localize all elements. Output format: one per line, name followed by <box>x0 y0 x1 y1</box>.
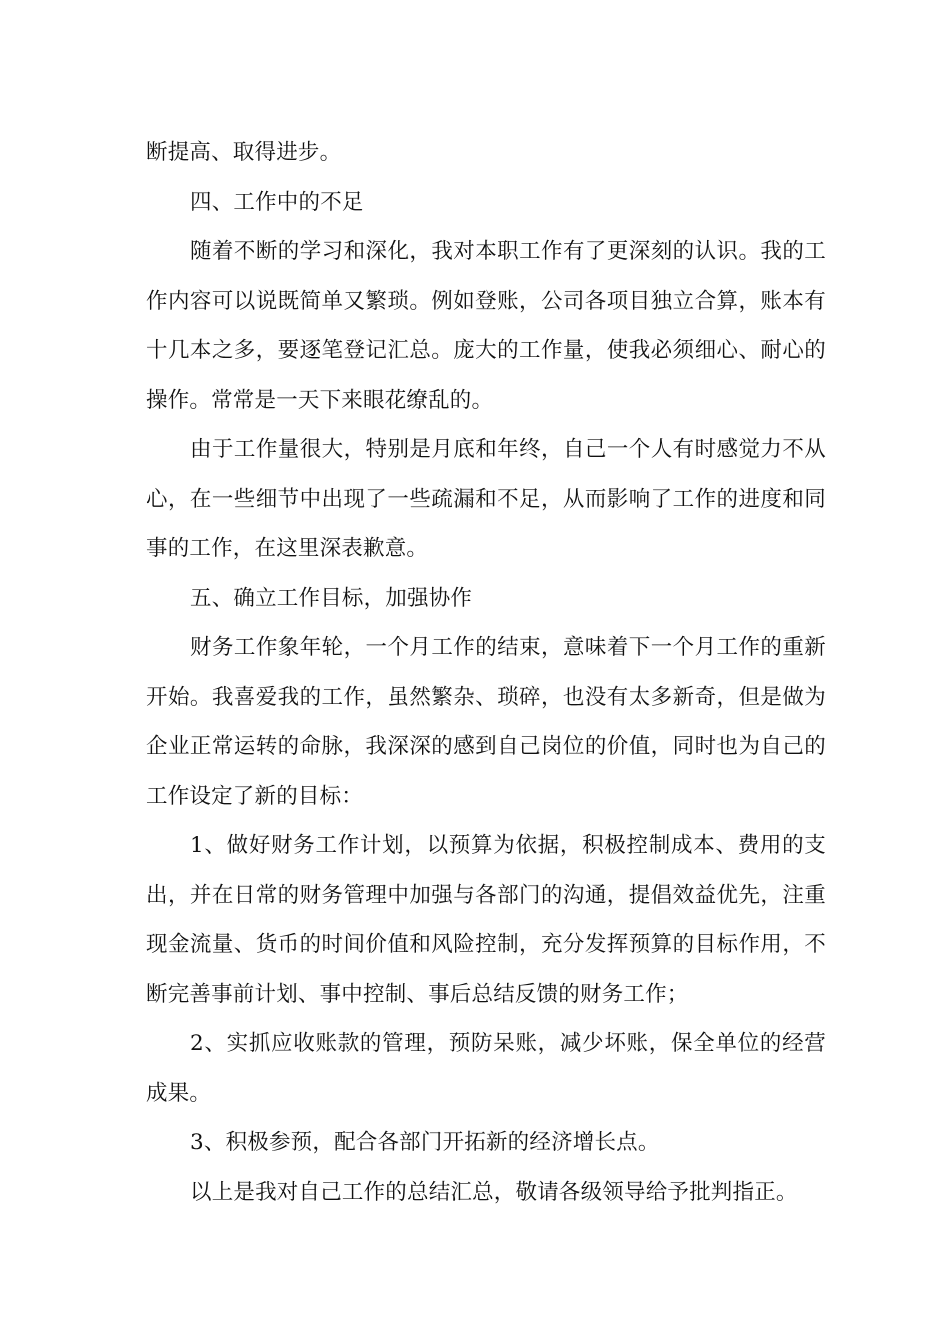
document-body <box>146 128 826 1217</box>
list-item-growth: 3、积极参预，配合各部门开拓新的经济增长点。 <box>190 1130 660 1155</box>
paragraph-new-goals: 财务工作象年轮，一个月工作的结束，意味着下一个月工作的重新开始。我喜爱我的工作，虽然繁杂、琐碎，也没有太多新奇，但是做为企业正常运转的命脉，我深深的感到自己岗位的价值，同时也为自己的工作设定了新的目标： <box>146 635 826 809</box>
section-heading-shortcomings: 四、工作中的不足 <box>190 189 364 215</box>
list-item-receivables: 2、实抓应收账款的管理，预防呆账，减少坏账，保全单位的经营成果。 <box>146 1031 826 1106</box>
paragraph-continuation: 断提高、取得进步。 <box>146 140 342 165</box>
section-heading-goals: 五、确立工作目标，加强协作 <box>190 585 473 611</box>
list-item-financial-plan: 1、做好财务工作计划，以预算为依据，积极控制成本、费用的支出，并在日常的财务管理中加强与各部门的沟通，提倡效益优先，注重现金流量、货币的时间价值和风险控制，充分发挥预算的目标作用，不断完善事前计划、事中控制、事后总结反馈的财务工作； <box>146 833 826 1007</box>
paragraph-closing: 以上是我对自己工作的总结汇总，敬请各级领导给予批判指正。 <box>190 1179 798 1205</box>
paragraph-workload-apology: 由于工作量很大，特别是月底和年终，自己一个人有时感觉力不从心，在一些细节中出现了一些疏漏和不足，从而影响了工作的进度和同事的工作，在这里深表歉意。 <box>146 437 826 561</box>
paragraph-work-content: 随着不断的学习和深化，我对本职工作有了更深刻的认识。我的工作内容可以说既简单又繁琐。例如登账，公司各项目独立合算，账本有十几本之多，要逐笔登记汇总。庞大的工作量，使我必须细心、耐心的操作。常常是一天下来眼花缭乱的。 <box>146 239 826 413</box>
